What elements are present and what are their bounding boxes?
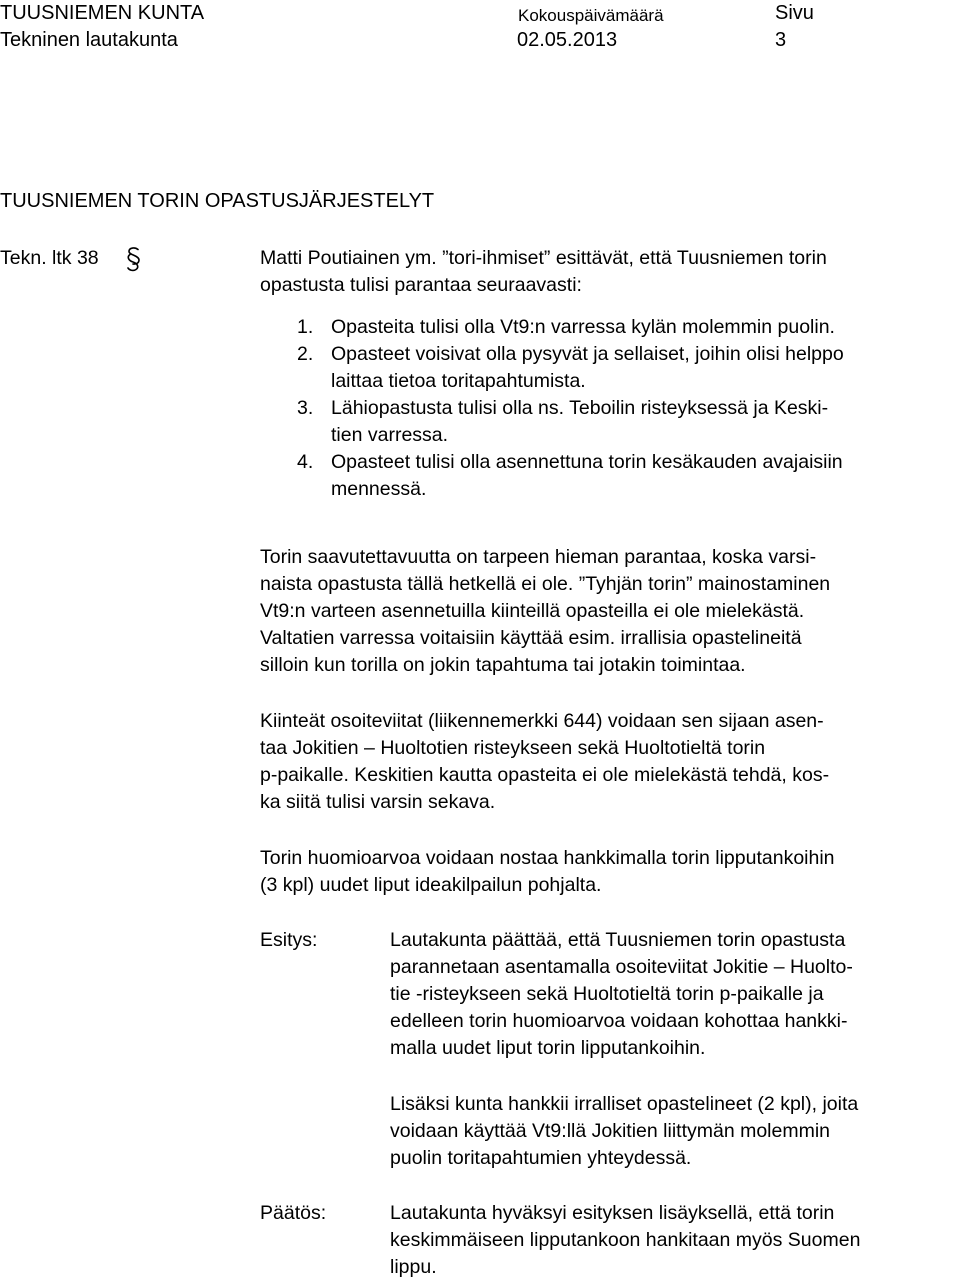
proposal-line: tie -risteykseen sekä Huoltotieltä torin p-paikalle ja <box>390 983 824 1005</box>
list-item <box>260 449 844 503</box>
header-page-number: 3 <box>775 29 787 51</box>
list-item-line: laittaa tietoa toritapahtumista. <box>331 370 586 392</box>
list-item-number: 4. <box>297 451 314 473</box>
proposal-paragraph <box>390 1091 858 1172</box>
proposal-line: puolin toritapahtumien yhteydessä. <box>390 1147 692 1169</box>
paragraph-line: Torin huomioarvoa voidaan nostaa hankkimalla torin lipputankoihin <box>260 847 835 869</box>
proposal-line: parannetaan asentamalla osoiteviitat Jokitie – Huolto- <box>390 956 853 978</box>
list-item <box>260 341 844 395</box>
proposal-paragraph <box>390 927 853 1062</box>
section-title: TUUSNIEMEN TORIN OPASTUSJÄRJESTELYT <box>0 190 435 212</box>
paragraph-line: Kiinteät osoiteviitat (liikennemerkki 644) voidaan sen sijaan asen- <box>260 710 824 732</box>
proposal-line: Lautakunta päättää, että Tuusniemen torin opastusta <box>390 929 846 951</box>
list-item-number: 1. <box>297 316 314 338</box>
list-item-line: Opasteita tulisi olla Vt9:n varressa kylän molemmin puolin. <box>331 316 835 338</box>
paragraph-line: (3 kpl) uudet liput ideakilpailun pohjalta. <box>260 874 602 896</box>
paragraph-line: Vt9:n varteen asennetuilla kiinteillä opasteilla ei ole mielekästä. <box>260 600 805 622</box>
list-item <box>260 314 844 341</box>
list-item <box>260 395 844 449</box>
numbered-list <box>260 314 844 503</box>
paragraph-line: naista opastusta tällä hetkellä ei ole. ”Tyhjän torin” mainostaminen <box>260 573 831 595</box>
list-item-number: 2. <box>297 343 314 365</box>
body-paragraph <box>260 544 830 679</box>
proposal-line: Lisäksi kunta hankkii irralliset opastelineet (2 kpl), joita <box>390 1093 859 1115</box>
header-date-label: Kokouspäivämäärä <box>518 6 664 25</box>
body-paragraph <box>260 845 835 899</box>
list-item-line: Lähiopastusta tulisi olla ns. Teboilin risteyksessä ja Keski- <box>331 397 829 419</box>
intro-line: Matti Poutiainen ym. ”tori-ihmiset” esittävät, että Tuusniemen torin <box>260 247 827 269</box>
proposal-line: voidaan käyttää Vt9:llä Jokitien liittymän molemmin <box>390 1120 831 1142</box>
decision-label: Päätös: <box>260 1202 327 1224</box>
header-org: TUUSNIEMEN KUNTA <box>0 2 205 24</box>
decision-line: Lautakunta hyväksyi esityksen lisäyksellä, että torin <box>390 1202 835 1224</box>
paragraph-line: p-paikalle. Keskitien kautta opasteita ei ole mielekästä tehdä, kos- <box>260 764 830 786</box>
body-paragraph <box>260 708 829 816</box>
decision-paragraph <box>390 1200 860 1281</box>
header-committee: Tekninen lautakunta <box>0 29 178 51</box>
section-reference: Tekn. ltk 38 <box>0 247 99 269</box>
paragraph-line: Valtatien varressa voitaisiin käyttää esim. irrallisia opastelineitä <box>260 627 802 649</box>
proposal-label: Esitys: <box>260 929 318 951</box>
decision-line: lippu. <box>390 1256 437 1278</box>
paragraph-line: Torin saavutettavuutta on tarpeen hieman parantaa, koska varsi- <box>260 546 817 568</box>
paragraph-line: silloin kun torilla on jokin tapahtuma tai jotakin toimintaa. <box>260 654 746 676</box>
proposal-line: edelleen torin huomioarvoa voidaan kohottaa hankki- <box>390 1010 848 1032</box>
list-item-number: 3. <box>297 397 314 419</box>
list-item-line: Opasteet tulisi olla asennettuna torin kesäkauden avajaisiin <box>331 451 843 473</box>
paragraph-line: taa Jokitien – Huoltotien risteykseen sekä Huoltotieltä torin <box>260 737 766 759</box>
list-item-line: Opasteet voisivat olla pysyvät ja sellaiset, joihin olisi helppo <box>331 343 844 365</box>
proposal-line: malla uudet liput torin lipputankoihin. <box>390 1037 706 1059</box>
section-sign-icon <box>124 246 144 272</box>
list-item-line: tien varressa. <box>331 424 449 446</box>
intro-line: opastusta tulisi parantaa seuraavasti: <box>260 274 582 296</box>
list-item-line: mennessä. <box>331 478 427 500</box>
intro-paragraph <box>260 245 827 299</box>
header-date: 02.05.2013 <box>517 29 618 51</box>
header-page-label: Sivu <box>775 2 814 24</box>
paragraph-line: ka siitä tulisi varsin sekava. <box>260 791 496 813</box>
decision-line: keskimmäiseen lipputankoon hankitaan myös Suomen <box>390 1229 861 1251</box>
